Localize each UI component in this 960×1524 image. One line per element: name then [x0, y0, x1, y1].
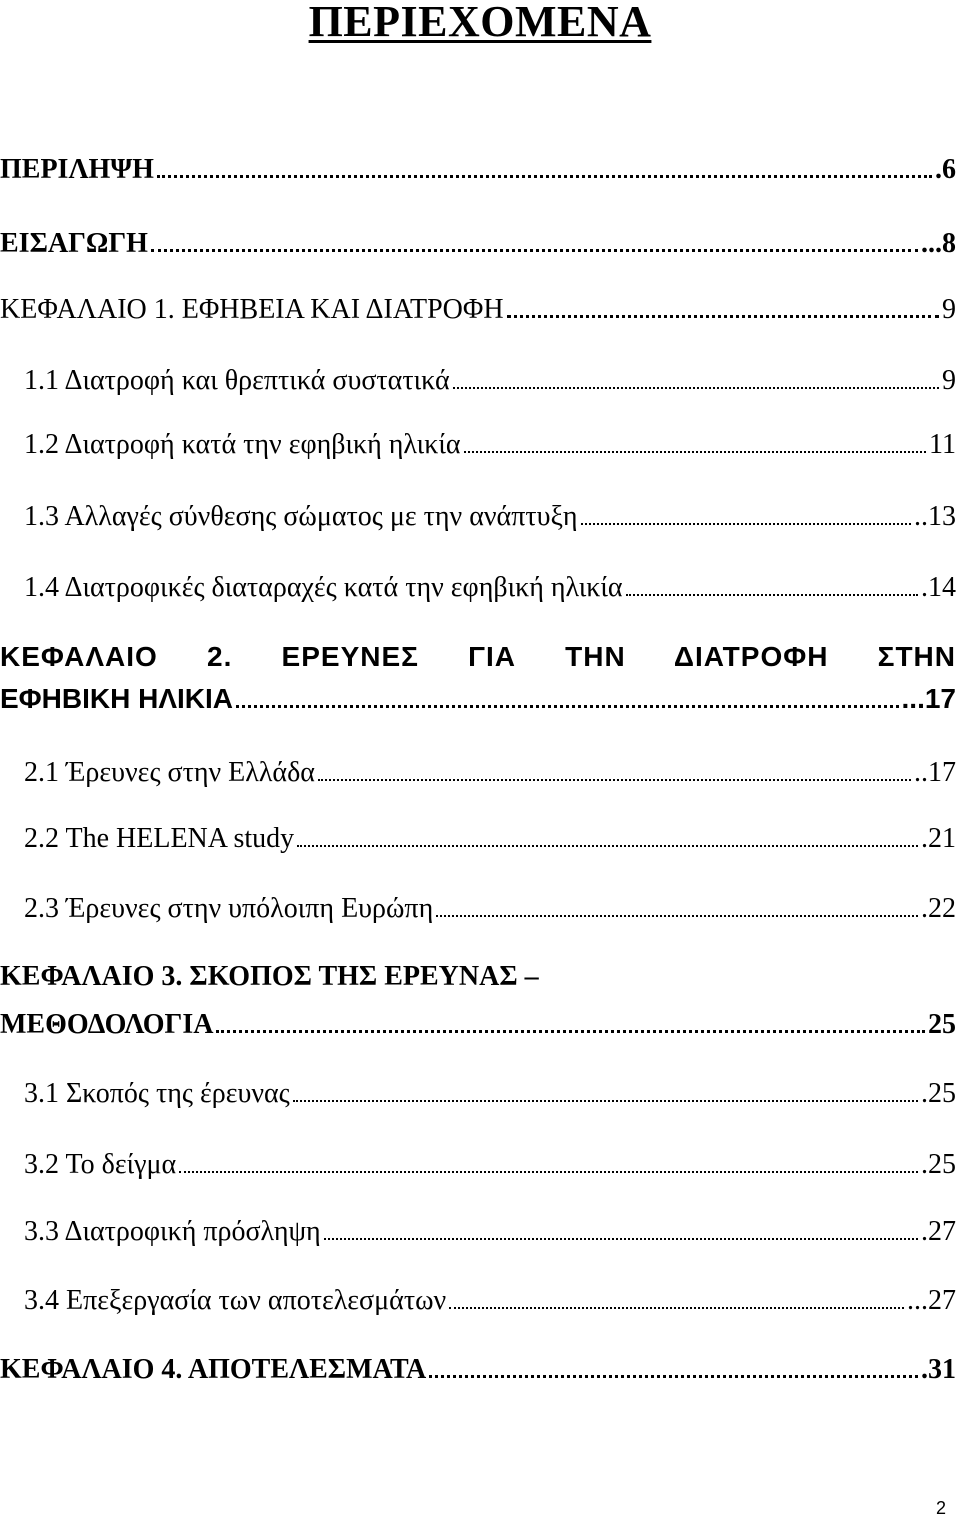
- toc-entry-page: ...8: [921, 228, 956, 259]
- toc-entry-1-3[interactable]: [0, 500, 956, 534]
- toc-entry-page: .21: [921, 823, 956, 854]
- toc-entry-label: ΚΕΦΑΛΑΙΟ 3. ΣΚΟΠΟΣ ΤΗΣ ΕΡΕΥΝΑΣ –: [0, 961, 539, 992]
- toc-entry-2-2[interactable]: [0, 822, 956, 856]
- leader-dots: [453, 387, 939, 389]
- toc-entry-label: 2.2 The HELENA study: [24, 823, 295, 854]
- toc-entry-1-1[interactable]: [0, 364, 956, 398]
- toc-entry-label: 3.3 Διατροφική πρόσληψη: [24, 1216, 321, 1247]
- toc-entry-abstract[interactable]: [0, 153, 956, 187]
- page-number: 2: [935, 1498, 946, 1518]
- toc-entry-label: 3.1 Σκοπός της έρευνας: [24, 1078, 290, 1109]
- toc-entry-label: 2.1 Έρευνες στην Ελλάδα: [24, 757, 315, 788]
- toc-entry-3-2[interactable]: [0, 1148, 956, 1182]
- leader-dots: [581, 523, 911, 525]
- toc-entry-label: ΠΕΡΙΛΗΨΗ: [0, 154, 154, 185]
- toc-entry-label: ΚΕΦΑΛΑΙΟ 1. ΕΦΗΒΕΙΑ ΚΑΙ ΔΙΑΤΡΟΦΗ: [0, 294, 504, 325]
- page-title: ΠΕΡΙΕΧΟΜΕΝΑ: [308, 0, 652, 46]
- leader-dots: [151, 249, 918, 252]
- leader-dots: [429, 1375, 918, 1378]
- toc-entry-label: 1.2 Διατροφή κατά την εφηβική ηλικία: [24, 429, 461, 460]
- toc-entry-label: 3.4 Επεξεργασία των αποτελεσμάτων: [24, 1285, 447, 1316]
- leader-dots: [464, 451, 927, 453]
- toc-entry-page: ...17: [901, 683, 956, 714]
- leader-dots: [236, 705, 899, 708]
- toc-entry-2-1[interactable]: [0, 756, 956, 790]
- toc-entry-page: 9: [942, 294, 956, 325]
- toc-entry-chapter-4[interactable]: [0, 1353, 956, 1387]
- toc-entry-3-1[interactable]: [0, 1077, 956, 1111]
- toc-entry-page: 11: [929, 429, 956, 460]
- leader-dots: [324, 1238, 918, 1240]
- leader-dots: [436, 915, 918, 917]
- leader-dots: [297, 845, 918, 847]
- toc-entry-page: .25: [921, 1149, 956, 1180]
- toc-entry-page: .6: [935, 154, 956, 185]
- toc-entry-page: .25: [921, 1078, 956, 1109]
- toc-entry-1-2[interactable]: [0, 428, 956, 462]
- toc-entry-label: 3.2 Το δείγμα: [24, 1149, 177, 1180]
- toc-entry-label: 2.3 Έρευνες στην υπόλοιπη Ευρώπη: [24, 893, 434, 924]
- toc-entry-1-4[interactable]: [0, 571, 956, 605]
- toc-entry-page: .22: [921, 893, 956, 924]
- leader-dots: [293, 1100, 918, 1102]
- leader-dots: [216, 1030, 925, 1033]
- toc-entry-page: ..17: [914, 757, 956, 788]
- leader-dots: [179, 1171, 918, 1173]
- toc-entry-label: ΚΕΦΑΛΑΙΟ 2. ΕΡΕΥΝΕΣ ΓΙΑ ΤΗΝ ΔΙΑΤΡΟΦΗ ΣΤΗΝ: [0, 641, 956, 672]
- toc-entry-label: ΕΙΣΑΓΩΓΗ: [0, 228, 148, 259]
- toc-entry-label: 1.3 Αλλαγές σύνθεσης σώματος με την ανάπτυξη: [24, 501, 578, 532]
- leader-dots: [507, 315, 939, 318]
- toc-entry-chapter-2[interactable]: [0, 640, 956, 716]
- leader-dots: [449, 1307, 904, 1309]
- toc-entry-introduction[interactable]: [0, 227, 956, 261]
- toc-entry-page: .27: [921, 1216, 956, 1247]
- toc-entry-page: .31: [921, 1354, 956, 1385]
- toc-entry-chapter-1[interactable]: [0, 293, 956, 327]
- toc-entry-label: 1.4 Διατροφικές διαταραχές κατά την εφηβική ηλικία: [24, 572, 623, 603]
- toc-entry-page: ...27: [907, 1285, 956, 1316]
- toc-entry-page: 9: [942, 365, 956, 396]
- toc-entry-label-continued: ΕΦΗΒΙΚΗ ΗΛΙΚΙΑ: [0, 683, 233, 714]
- toc-entry-3-3[interactable]: [0, 1215, 956, 1249]
- toc-entry-2-3[interactable]: [0, 892, 956, 926]
- toc-entry-page: .14: [921, 572, 956, 603]
- toc-entry-label: 1.1 Διατροφή και θρεπτικά συστατικά: [24, 365, 450, 396]
- toc-entry-chapter-3[interactable]: [0, 960, 956, 1042]
- toc-entry-page: ..13: [914, 501, 956, 532]
- toc-entry-3-4[interactable]: [0, 1284, 956, 1318]
- toc-entry-page: 25: [928, 1009, 956, 1040]
- leader-dots: [157, 175, 932, 178]
- leader-dots: [626, 594, 918, 596]
- leader-dots: [318, 779, 911, 781]
- toc-entry-label: ΚΕΦΑΛΑΙΟ 4. ΑΠΟΤΕΛΕΣΜΑΤΑ: [0, 1354, 427, 1385]
- toc-entry-label-continued: ΜΕΘΟΔΟΛΟΓΙΑ: [0, 1009, 214, 1040]
